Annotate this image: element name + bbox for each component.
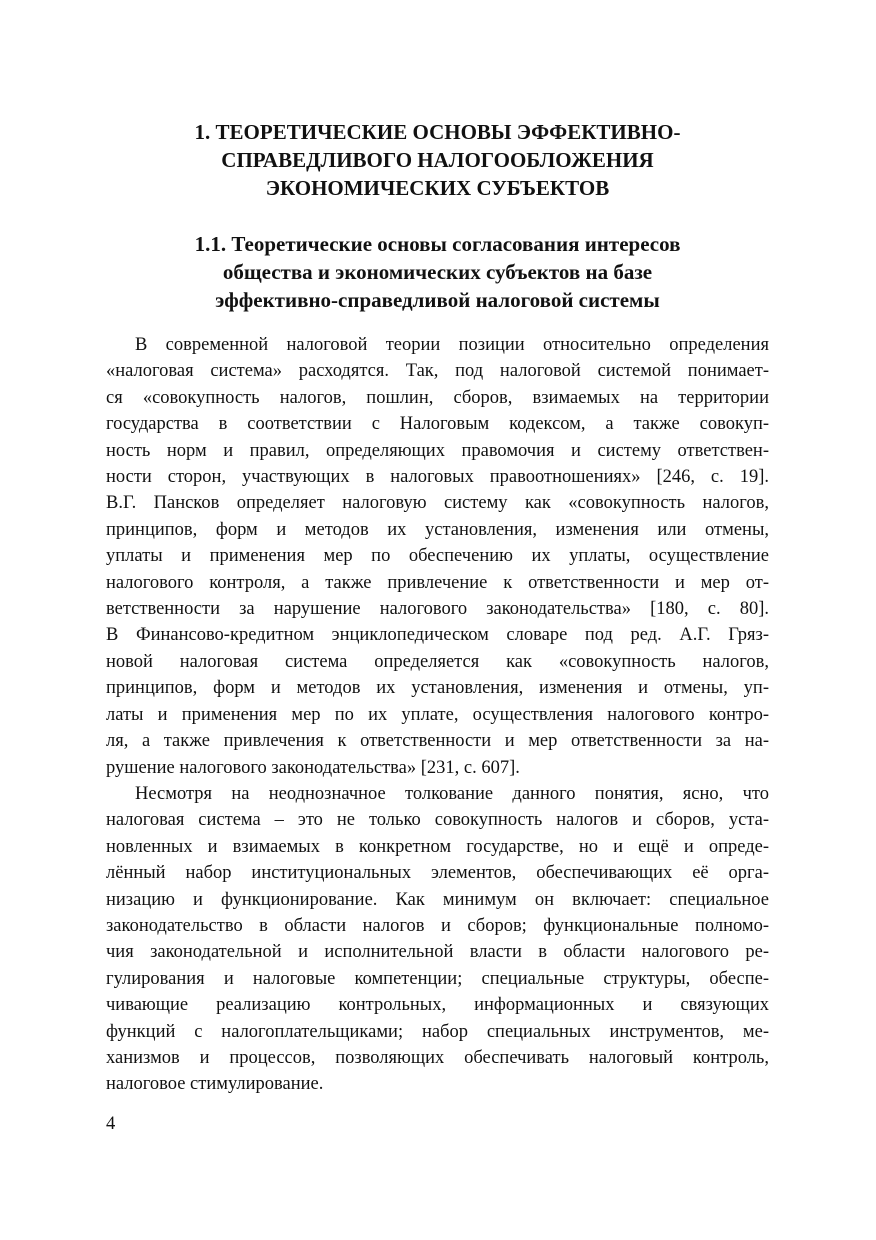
text-line: законодательство в области налогов и сборов; функциональные полномо- — [106, 915, 769, 936]
text-line: уплаты и применения мер по обеспечению их уплаты, осуществление — [106, 546, 769, 567]
text-line: функций с налогоплательщиками; набор специальных инструментов, ме- — [106, 1021, 769, 1042]
text-line: государства в соответствии с Налоговым кодексом, а также совокуп- — [106, 414, 769, 435]
text-line: В.Г. Пансков определяет налоговую систему как «совокупность налогов, — [106, 493, 769, 514]
text-line: Несмотря на неоднозначное толкование данного понятия, ясно, что — [135, 783, 769, 804]
text-line: принципов, форм и методов их установления, изменения и отмены, уп- — [106, 678, 769, 699]
chapter-title-line: СПРАВЕДЛИВОГО НАЛОГООБЛОЖЕНИЯ — [221, 148, 654, 172]
text-line: новленных и взимаемых в конкретном государстве, но и ещё и опреде- — [106, 836, 769, 857]
text-line: В современной налоговой теории позиции относительно определения — [135, 335, 769, 355]
text-line: В Финансово-кредитном энциклопедическом словаре под ред. А.Г. Гряз- — [106, 625, 769, 646]
text-line: принципов, форм и методов их установления, изменения или отмены, — [106, 519, 769, 540]
text-line: ветственности за нарушение налогового законодательства» [180, с. 80]. — [106, 599, 769, 620]
document-page — [106, 118, 769, 1098]
text-line: налогового контроля, а также привлечение к ответственности и мер от- — [106, 572, 769, 593]
chapter-title — [106, 118, 769, 202]
text-line: ность норм и правил, определяющих правомочия и систему ответствен- — [106, 440, 769, 461]
text-line: налоговое стимулирование. — [106, 1074, 324, 1095]
page-number: 4 — [106, 1114, 116, 1134]
text-line: латы и применения мер по их уплате, осуществления налогового контро- — [106, 704, 769, 725]
text-line: новой налоговая система определяется как «совокупность налогов, — [106, 651, 769, 672]
text-line: «налоговая система» расходятся. Так, под налоговой системой понимает- — [106, 361, 769, 382]
text-line: ся «совокупность налогов, пошлин, сборов, взимаемых на территории — [106, 387, 769, 408]
text-line: низацию и функционирование. Как минимум он включает: специальное — [106, 889, 769, 910]
section-title — [106, 230, 769, 314]
paragraph-2 — [106, 781, 769, 1098]
text-line: ля, а также привлечения к ответственности и мер ответственности за на- — [106, 731, 769, 752]
text-line: ханизмов и процессов, позволяющих обеспечивать налоговый контроль, — [106, 1047, 769, 1068]
body-text — [106, 332, 769, 1098]
section-title-line: 1.1. Теоретические основы согласования интересов — [194, 232, 681, 256]
section-title-line: эффективно-справедливой налоговой системы — [215, 288, 660, 312]
paragraph-1 — [106, 332, 769, 781]
chapter-title-line: ЭКОНОМИЧЕСКИХ СУБЪЕКТОВ — [265, 176, 610, 200]
chapter-title-line: 1. ТЕОРЕТИЧЕСКИЕ ОСНОВЫ ЭФФЕКТИВНО- — [194, 120, 681, 144]
text-line: чия законодательной и исполнительной власти в области налогового ре- — [106, 942, 769, 963]
text-line: налоговая система – это не только совокупность налогов и сборов, уста- — [106, 810, 769, 831]
text-line: лённый набор институциональных элементов, обеспечивающих её орга- — [106, 863, 769, 884]
section-title-line: общества и экономических субъектов на базе — [222, 260, 653, 284]
text-line: ности сторон, участвующих в налоговых правоотношениях» [246, с. 19]. — [106, 467, 769, 488]
text-line: рушение налогового законодательства» [231, с. 607]. — [106, 757, 520, 778]
text-line: гулирования и налоговые компетенции; специальные структуры, обеспе- — [106, 968, 769, 989]
text-line: чивающие реализацию контрольных, информационных и связующих — [106, 995, 769, 1016]
